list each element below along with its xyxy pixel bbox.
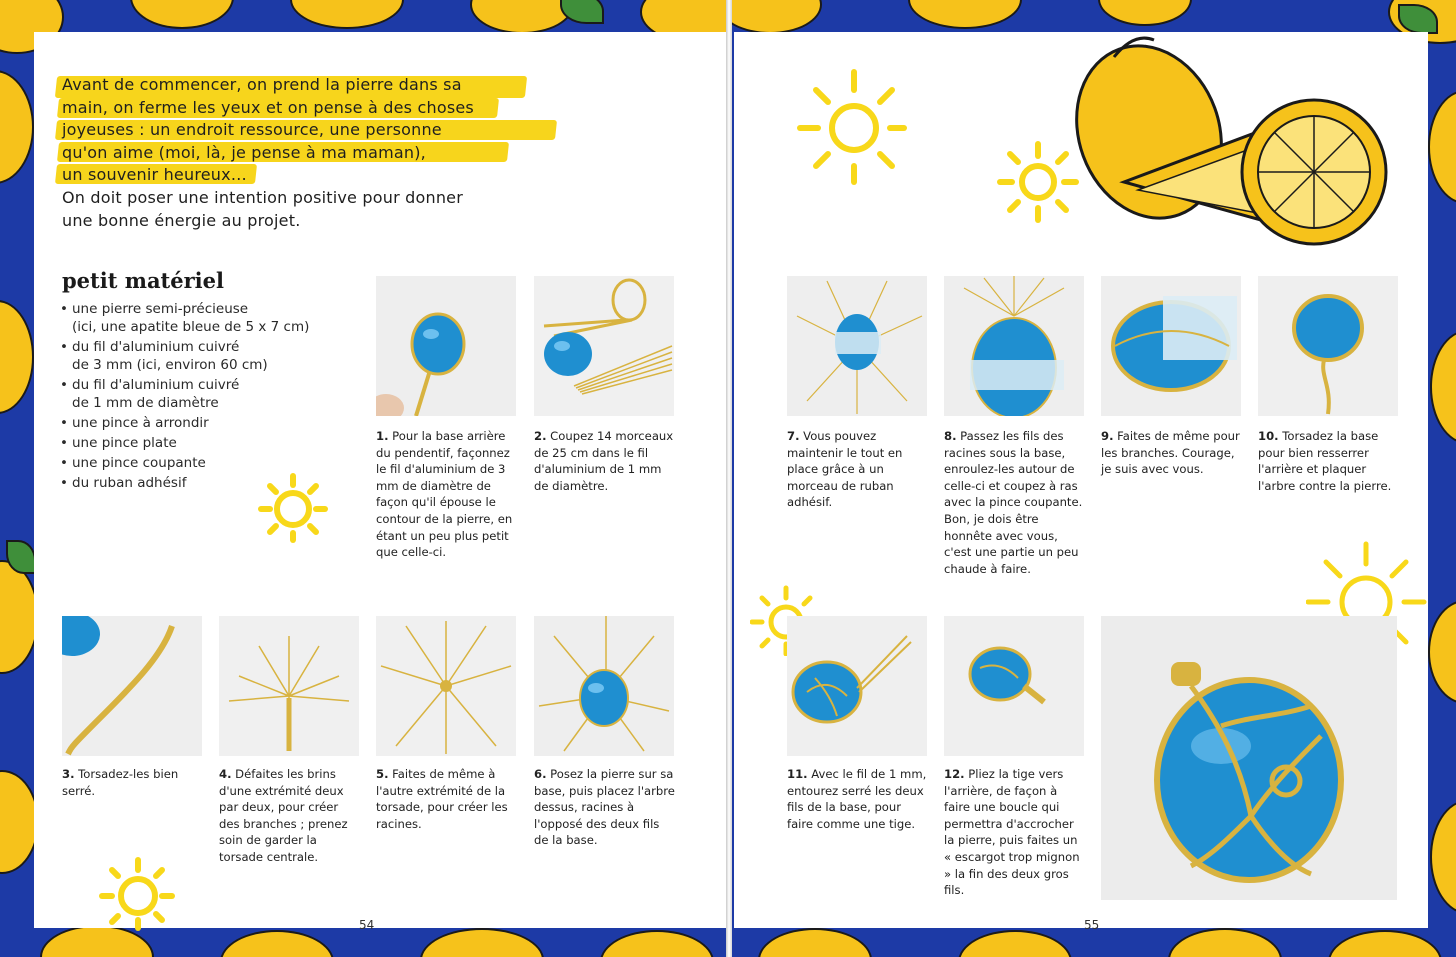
step-caption-1: 1. Pour la base arrière du pendentif, façonnez le fil d'aluminium de 3 mm de diamètre de façon qu'il épouse le contour de la pierre, en étant un peu plus petit que celle-ci. <box>376 429 513 560</box>
right-page-sheet <box>734 32 1428 932</box>
step-photo-3 <box>62 616 202 756</box>
step-photo-5 <box>376 616 516 756</box>
sun-icon <box>788 66 908 186</box>
intro-text: Avant de commencer, on prend la pierre dans sa main, on ferme les yeux et on pense à des choses joyeuses : un endroit ressource, une personne qu'on aime (moi, là, je pense à ma maman), un souvenir heureux… On doit poser une intention positive pour donner une bonne énergie au projet. <box>62 75 474 230</box>
list-item: • une pince plate <box>60 434 360 452</box>
list-item: • du fil d'aluminium cuivré de 3 mm (ici, environ 60 cm) <box>60 338 360 374</box>
step-photo-10 <box>1258 276 1398 416</box>
book-spine <box>726 0 732 957</box>
step-photo-4 <box>219 616 359 756</box>
step-caption-9: 9. Faites de même pour les branches. Courage, je suis avec vous. <box>1101 429 1240 477</box>
step-photo-8 <box>944 276 1084 416</box>
step-caption-6: 6. Posez la pierre sur sa base, puis placez l'arbre dessus, racines à l'opposé des deux fils de la base. <box>534 767 675 848</box>
materials-list <box>60 300 360 494</box>
step-photo-6 <box>534 616 674 756</box>
page-number: 54 <box>359 918 375 932</box>
list-item: • du ruban adhésif <box>60 474 360 492</box>
step-caption-8: 8. Passez les fils des racines sous la base, enroulez-les autour de celle-ci et coupez à ras avec la pince coupante. Bon, je dois être honnête avec vous, c'est une partie un peu chaude à faire. <box>944 429 1083 576</box>
sun-icon <box>96 852 176 932</box>
lemon-illustration <box>1054 32 1394 282</box>
step-caption-10: 10. Torsadez la base pour bien resserrer l'arrière et plaquer l'arbre contre la pierre. <box>1258 429 1392 493</box>
list-item: • une pince à arrondir <box>60 414 360 432</box>
step-photo-11 <box>787 616 927 756</box>
step-photo-12 <box>944 616 1084 756</box>
step-photo-2 <box>534 276 674 416</box>
materials-title: petit matériel <box>62 268 225 293</box>
right-page <box>728 0 1456 957</box>
sun-icon <box>996 140 1080 224</box>
step-photo-7 <box>787 276 927 416</box>
step-caption-5: 5. Faites de même à l'autre extrémité de la torsade, pour créer les racines. <box>376 767 508 831</box>
step-caption-4: 4. Défaites les brins d'une extrémité deux par deux, pour créer des branches ; prenez soin de garder la torsade centrale. <box>219 767 348 864</box>
step-photo-1 <box>376 276 516 416</box>
step-caption-7: 7. Vous pouvez maintenir le tout en place grâce à un morceau de ruban adhésif. <box>787 429 903 510</box>
page-number: 55 <box>1084 918 1100 932</box>
final-pendant-photo <box>1101 616 1397 900</box>
step-caption-12: 12. Pliez la tige vers l'arrière, de façon à faire une boucle qui permettra d'accrocher la pierre, puis faites un « escargot trop mignon » la fin des deux gros fils. <box>944 767 1080 898</box>
left-page-sheet <box>34 32 728 932</box>
step-caption-3: 3. Torsadez-les bien serré. <box>62 767 179 798</box>
list-item: • du fil d'aluminium cuivré de 1 mm de diamètre <box>60 376 360 412</box>
list-item: • une pierre semi-précieuse (ici, une apatite bleue de 5 x 7 cm) <box>60 300 360 336</box>
list-item: • une pince coupante <box>60 454 360 472</box>
step-caption-11: 11. Avec le fil de 1 mm, entourez serré les deux fils de la base, pour faire comme une tige. <box>787 767 927 831</box>
sun-icon <box>256 470 330 544</box>
step-photo-9 <box>1101 276 1241 416</box>
intro-paragraph <box>62 74 532 232</box>
step-caption-2: 2. Coupez 14 morceaux de 25 cm dans le fil d'aluminium de 1 mm de diamètre. <box>534 429 674 493</box>
